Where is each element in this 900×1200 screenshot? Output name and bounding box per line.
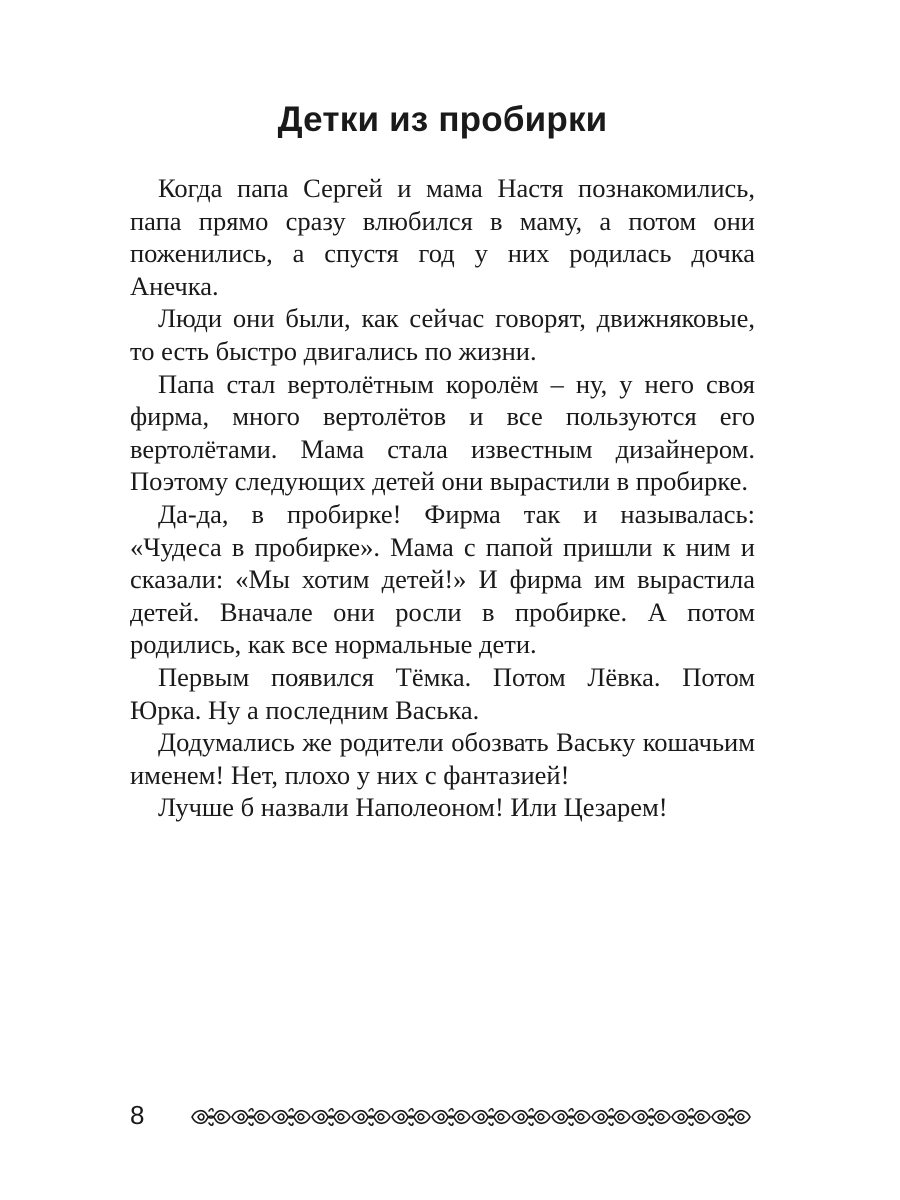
paragraph: Додумались же родители обозвать Ваську кошачьим именем! Нет, плохо у них с фантазией! bbox=[130, 727, 755, 790]
paragraph: Да-да, в пробирке! Фирма так и называлась: «Чудеса в пробирке». Мама с папой пришли к ним и сказали: «Мы хотим детей!» И фирма им вырастила детей. Вначале они росли в пробирке. А потом родились, как все нормальные дети. bbox=[130, 498, 755, 660]
page-footer bbox=[130, 1096, 755, 1136]
ornamental-border-icon bbox=[190, 1106, 755, 1128]
page-number: 8 bbox=[130, 1100, 145, 1130]
paragraph: Лучше б назвали Наполеоном! Или Цезарем! bbox=[158, 792, 668, 823]
paragraph: Папа стал вертолётным королём – ну, у него своя фирма, много вертолётов и все пользуются его вертолётами. Мама стала известным дизайнером. Поэтому следующих детей они вырастили в пробирке. bbox=[130, 368, 755, 497]
chapter-body bbox=[130, 172, 755, 824]
paragraph: Люди они были, как сейчас говорят, движняковые, то есть быстро двигались по жизни. bbox=[130, 303, 755, 366]
paragraph: Первым появился Тёмка. Потом Лёвка. Потом Юрка. Ну а последним Васька. bbox=[130, 661, 755, 725]
chapter-title: Детки из пробирки bbox=[277, 100, 608, 139]
paragraph: Когда папа Сергей и мама Настя познакомились, папа прямо сразу влюбился в маму, а потом они поженились, а спустя год у них родилась дочка Анечка. bbox=[130, 173, 755, 301]
